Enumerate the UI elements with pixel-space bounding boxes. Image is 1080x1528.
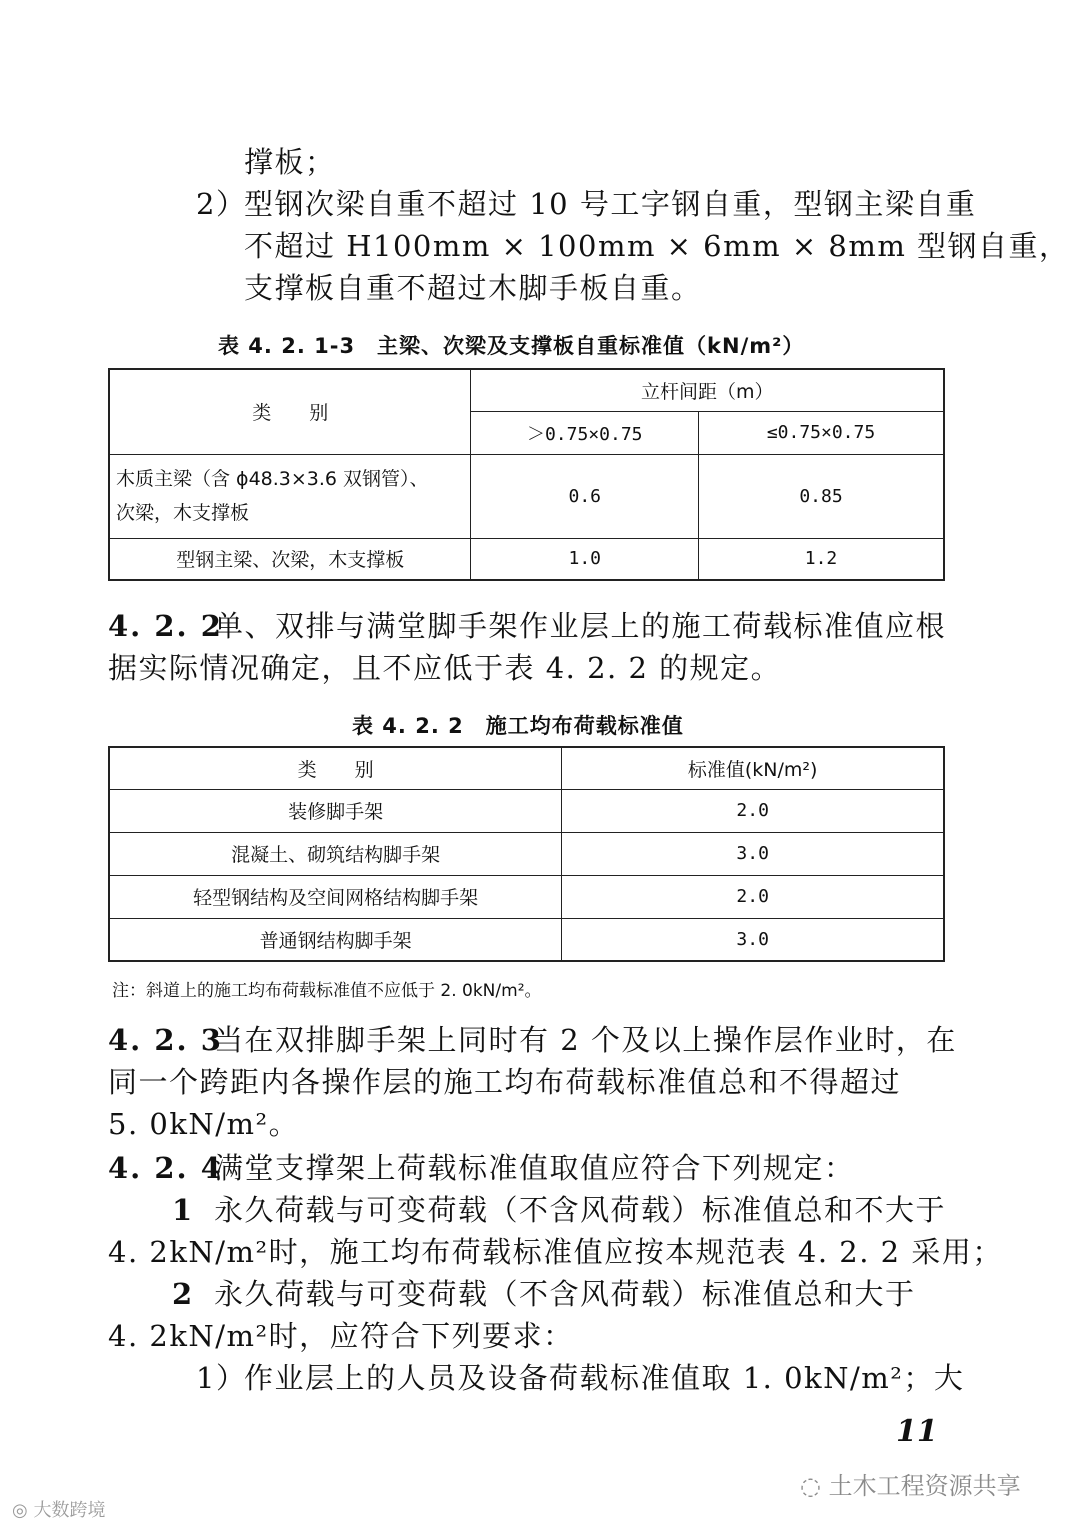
table-header-category: 类 别	[109, 747, 562, 789]
table-cell-value: 2.0	[562, 789, 944, 832]
table-cell-value: 0.85	[699, 454, 945, 538]
category-line: 次梁，木支撑板	[116, 502, 250, 524]
list-item-number: 2	[172, 1277, 195, 1311]
table-cell-value: 0.6	[471, 454, 699, 538]
category-line: 木质主梁（含 ϕ48.3×3.6 双钢管）、	[116, 468, 429, 490]
table-note: 注：斜道上的施工均布荷载标准值不应低于 2. 0kN/m²。	[112, 981, 542, 1001]
table-cell-category: 装修脚手架	[109, 789, 562, 832]
table-cell-category: 混凝土、砌筑结构脚手架	[109, 832, 562, 875]
text-line: 撑板；	[244, 145, 336, 179]
text-line: 4. 2kN/m²时，施工均布荷载标准值应按本规范表 4. 2. 2 采用；	[108, 1235, 1003, 1269]
table-header-value: 标准值(kN/m²)	[562, 747, 944, 789]
text-line: 作业层上的人员及设备荷载标准值取 1. 0kN/m²；大	[244, 1361, 965, 1395]
watermark-left	[12, 1496, 105, 1522]
table-header-col2: ≤0.75×0.75	[699, 411, 945, 454]
text-line: 5. 0kN/m²。	[108, 1107, 300, 1141]
text-line: 支撑板自重不超过木脚手板自重。	[244, 271, 702, 305]
list-item-number: 1）	[196, 1361, 247, 1395]
text-line: 当在双排脚手架上同时有 2 个及以上操作层作业时，在	[214, 1023, 957, 1057]
construction-load-table	[108, 746, 945, 962]
watermark-text: 土木工程资源共享	[828, 1472, 1021, 1500]
table-cell-category: 轻型钢结构及空间网格结构脚手架	[109, 875, 562, 918]
table-cell-category: 普通钢结构脚手架	[109, 918, 562, 961]
watermark-right	[800, 1466, 1021, 1501]
text-line: 满堂支撑架上荷载标准值取值应符合下列规定：	[214, 1151, 855, 1185]
table-cell-category	[109, 454, 471, 538]
page-number: 11	[896, 1414, 938, 1449]
table-header-col1: ＞0.75×0.75	[471, 411, 699, 454]
text-line: 据实际情况确定，且不应低于表 4. 2. 2 的规定。	[108, 651, 782, 685]
section-number: 4. 2. 3	[108, 1023, 223, 1057]
table-header-group: 立杆间距（m）	[471, 369, 944, 411]
table-cell-value: 3.0	[562, 918, 944, 961]
wechat-icon: ◌	[800, 1472, 821, 1500]
text-line: 同一个跨距内各操作层的施工均布荷载标准值总和不得超过	[108, 1065, 902, 1099]
table-caption: 表 4. 2. 2 施工均布荷载标准值	[352, 714, 684, 738]
table-caption: 表 4. 2. 1-3 主梁、次梁及支撑板自重标准值（kN/m²）	[218, 334, 805, 358]
text-line: 不超过 H100mm × 100mm × 6mm × 8mm 型钢自重，	[244, 229, 1070, 263]
text-line: 永久荷载与可变荷载（不含风荷载）标准值总和不大于	[214, 1193, 947, 1227]
logo-icon: ◎	[12, 1500, 28, 1521]
list-item-number: 1	[172, 1193, 195, 1227]
text-line: 型钢次梁自重不超过 10 号工字钢自重，型钢主梁自重	[244, 187, 977, 221]
table-cell-value: 3.0	[562, 832, 944, 875]
table-header-category: 类 别	[109, 369, 471, 454]
section-number: 4. 2. 4	[108, 1151, 223, 1185]
section-number: 4. 2. 2	[108, 609, 223, 643]
list-item-number: 2）	[196, 187, 247, 221]
text-line: 4. 2kN/m²时，应符合下列要求：	[108, 1319, 574, 1353]
table-cell-value: 1.0	[471, 538, 699, 580]
text-line: 永久荷载与可变荷载（不含风荷载）标准值总和大于	[214, 1277, 916, 1311]
table-cell-category: 型钢主梁、次梁，木支撑板	[109, 538, 471, 580]
text-line: 单、双排与满堂脚手架作业层上的施工荷载标准值应根	[214, 609, 947, 643]
watermark-text: 大数跨境	[33, 1500, 106, 1521]
dead-load-table	[108, 368, 945, 581]
table-cell-value: 2.0	[562, 875, 944, 918]
table-cell-value: 1.2	[699, 538, 945, 580]
